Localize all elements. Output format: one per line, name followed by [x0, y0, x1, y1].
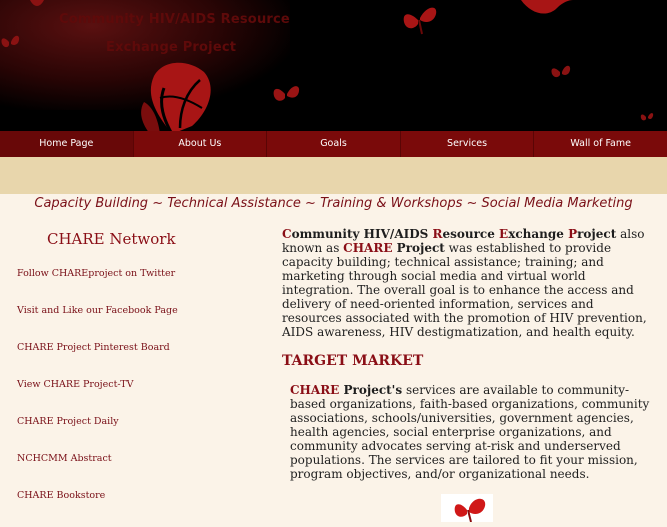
butterfly-icon [30, 0, 44, 10]
main-nav [0, 131, 667, 157]
butterfly-icon [640, 110, 654, 124]
butterfly-icon [398, 0, 440, 36]
tan-band [0, 157, 667, 194]
sidebar-link-pinterest[interactable]: CHARE Project Pinterest Board [17, 342, 170, 353]
butterfly-icon [441, 494, 493, 522]
sidebar-link-twitter[interactable]: Follow CHAREproject on Twitter [17, 268, 176, 279]
sidebar-title: CHARE Network [47, 230, 176, 248]
nav-wall-of-fame[interactable]: Wall of Fame [570, 138, 631, 149]
sidebar-link-bookstore[interactable]: CHARE Bookstore [17, 490, 106, 501]
footer-butterfly-image [441, 494, 493, 522]
main-content [282, 227, 654, 481]
target-paragraph: CHARE Project's services are available to community-based organizations, faith-based organizations, community associations, schools/universities, government agencies, health agencies, social enterprise organizations, and community advocates serving at-risk and underserved populations. The services are tailored to fit your mission, program objectives, and/or organizational needs. [290, 383, 650, 481]
nav-about-us[interactable]: About Us [134, 131, 268, 157]
nav-services[interactable]: Services [401, 131, 535, 157]
header-banner [0, 0, 667, 131]
sidebar [17, 230, 257, 527]
butterfly-icon [270, 80, 302, 108]
sidebar-link-daily[interactable]: CHARE Project Daily [17, 416, 119, 427]
sidebar-link-tv[interactable]: View CHARE Project-TV [17, 379, 134, 390]
nav-goals[interactable]: Goals [267, 131, 401, 157]
nav-home[interactable]: Home Page [0, 131, 134, 157]
services-tagline: Capacity Building ~ Technical Assistance ~ Training & Workshops ~ Social Media Marketing [34, 196, 633, 211]
large-butterfly-icon [120, 58, 220, 131]
butterfly-icon [517, 0, 575, 18]
site-title-line2: Exchange Project [106, 40, 237, 55]
target-market-heading: TARGET MARKET [282, 353, 424, 369]
butterfly-icon [550, 62, 572, 82]
sidebar-link-abstract[interactable]: NCHCMM Abstract [17, 453, 112, 464]
sidebar-link-facebook[interactable]: Visit and Like our Facebook Page [17, 305, 178, 316]
butterfly-icon [0, 32, 20, 52]
site-title-line1: Community HIV/AIDS Resource [59, 12, 290, 27]
intro-paragraph: Community HIV/AIDS Resource Exchange Project also known as CHARE Project was established to provide capacity building; technical assistance; training; and marketing through social media and virtual world integration. The overall goal is to enhance the access and delivery of need-oriented information, services and resources associated with the promotion of HIV prevention, AIDS awareness, HIV destigmatization, and health equity. [282, 227, 647, 339]
